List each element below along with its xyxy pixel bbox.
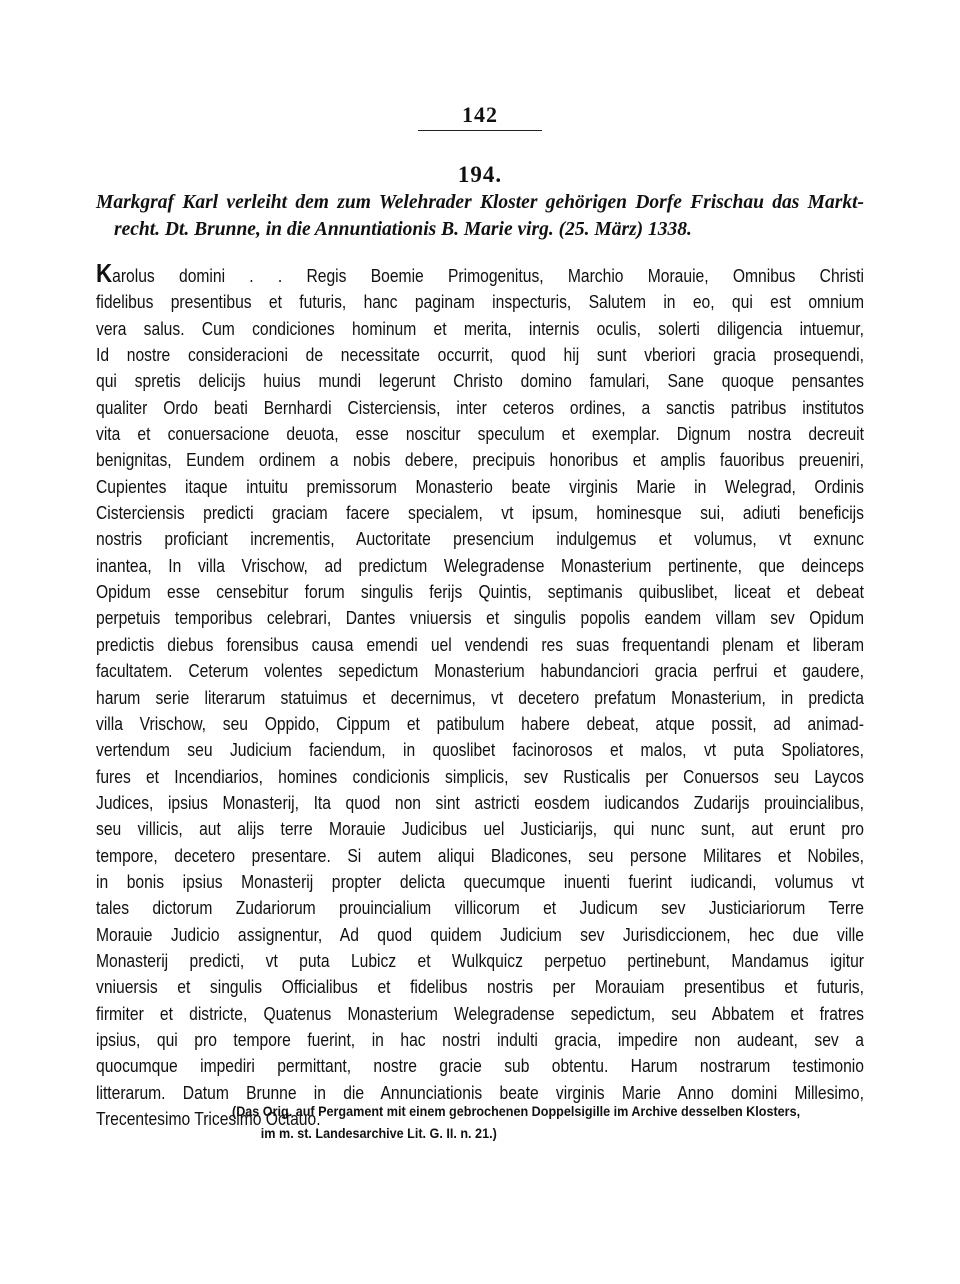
charter-line: firmiter et districte, Quatenus Monasterium Welegradense sepedictum, seu Abbatem et fratres: [96, 1003, 864, 1024]
charter-line-text: arolus domini . . Regis Boemie Primogenitus, Marchio Morauie, Omnibus Christi: [112, 266, 864, 286]
charter-line: fidelibus presentibus et futuris, hanc paginam inspecturis, Salutem in eo, qui est omnium: [96, 292, 864, 313]
charter-line: facultatem. Ceterum volentes sepedictum Monasterium habundanciori gracia perfrui et gaudere,: [96, 661, 864, 682]
archive-note: [232, 1100, 808, 1144]
charter-line: nostris proficiant incrementis, Auctoritate presencium indulgemus et volumus, vt exnunc: [96, 529, 864, 550]
charter-text: [96, 258, 864, 1132]
charter-line: predictis diebus forensibus causa emendi uel vendendi res suas frequentandi plenam et liberam: [96, 634, 864, 655]
page-number: 142: [462, 102, 498, 127]
charter-line: Morauie Judicio assignentur, Ad quod quidem Judicium sev Jurisdiccionem, hec due ville: [96, 924, 864, 945]
charter-line: vertendum seu Judicium faciendum, in quoslibet facinorosos et malos, vt puta Spoliatores,: [96, 740, 864, 761]
charter-line: Cupientes itaque intuitu premissorum Monasterio beate virginis Marie in Welegrad, Ordinis: [96, 476, 864, 497]
charter-line: Id nostre consideracioni de necessitate occurrit, quod hij sunt vberiori gracia prosequendi,: [96, 345, 864, 366]
archive-note-line-2: im m. st. Landesarchive Lit. G. II. n. 21.): [260, 1125, 497, 1141]
archive-note-line-1: (Das Orig. auf Pergament mit einem gebrochenen Doppelsigille im Archive desselben Klosters,: [232, 1103, 801, 1119]
charter-line: inantea, In villa Vrischow, ad predictum Welegradense Monasterium pertinente, que deinceps: [96, 555, 864, 576]
charter-line: in bonis ipsius Monasterij propter delicta quecumque inuenti fuerint iudicandi, volumus vt: [96, 871, 864, 892]
charter-line: fures et Incendiarios, homines condicionis simplicis, sev Rusticalis per Conuersos seu Laycos: [96, 766, 864, 787]
charter-line: Judices, ipsius Monasterij, Ita quod non sint astricti eosdem iudicandos Zudarijs prouincialibus,: [96, 792, 864, 813]
header-rule: [418, 130, 542, 131]
title-line-1: Markgraf Karl verleiht dem zum Welehrader Kloster gehörigen Dorfe Frischau das Markt-: [96, 192, 864, 213]
charter-line: harum serie literarum statuimus et decernimus, vt decetero prefatum Monasterium, in predicta: [96, 687, 864, 708]
charter-line: tempore, decetero presentare. Si autem aliqui Bladicones, seu persone Militares et Nobiles,: [96, 845, 864, 866]
charter-line: Cisterciensis predicti graciam facere specialem, vt ipsum, hominesque sui, adiuti beneficijs: [96, 503, 864, 524]
charter-line: vita et conuersacione deuota, esse noscitur speculum et exemplar. Dignum nostra decreuit: [96, 424, 864, 445]
charter-line: tales dictorum Zudariorum prouincialium villicorum et Judicum sev Justiciariorum Terre: [96, 898, 864, 919]
charter-line: villa Vrischow, seu Oppido, Cippum et patibulum habere debeat, atque possit, ad animad-: [96, 713, 864, 734]
charter-line: quocumque impediri permittant, nostre gracie sub obtentu. Harum nostrarum testimonio: [96, 1056, 864, 1077]
charter-line: vniuersis et singulis Officialibus et fidelibus nostris per Morauiam presentibus et futuris,: [96, 977, 864, 998]
charter-line: [96, 260, 864, 289]
charter-line: benignitas, Eundem ordinem a nobis debere, precipuis honoribus et amplis fauoribus preueniri,: [96, 450, 864, 471]
charter-line: Monasterij predicti, vt puta Lubicz et Wulkquicz perpetuo pertinebunt, Mandamus igitur: [96, 950, 864, 971]
document-title: [96, 189, 864, 243]
title-line-2: recht. Dt. Brunne, in die Annuntiationis B. Marie virg. (25. März) 1338.: [114, 219, 692, 240]
drop-cap-letter: K: [96, 258, 113, 288]
charter-line: perpetuis temporibus celebrari, Dantes vniuersis et singulis popolis eandem villam sev Opidum: [96, 608, 864, 629]
charter-line: ipsius, qui pro tempore fuerint, in hac nostri indulti gracia, impedire non audeant, sev a: [96, 1029, 864, 1050]
charter-line: Opidum esse censebitur forum singulis ferijs Quintis, septimanis quibuslibet, liceat et debeat: [96, 582, 864, 603]
charter-line: vera salus. Cum condiciones hominum et merita, internis oculis, solerti diligencia intuemur,: [96, 318, 864, 339]
charter-line: Trecentesimo Tricesimo Octauo.: [96, 1109, 321, 1129]
document-number: 194.: [457, 162, 503, 187]
charter-line: litterarum. Datum Brunne in die Annunciationis beate virginis Marie Anno domini Millesimo,: [96, 1082, 864, 1103]
charter-line: qualiter Ordo beati Bernhardi Cisterciensis, inter ceteros ordines, a sanctis patribus institutos: [96, 397, 864, 418]
charter-line: seu villicis, aut alijs terre Morauie Judicibus uel Justiciarijs, qui nunc sunt, aut erunt pro: [96, 819, 864, 840]
charter-line: qui spretis delicijs huius mundi legerunt Christo domino famulari, Sane quoque pensantes: [96, 371, 864, 392]
charter-text-lines: [96, 260, 864, 1132]
